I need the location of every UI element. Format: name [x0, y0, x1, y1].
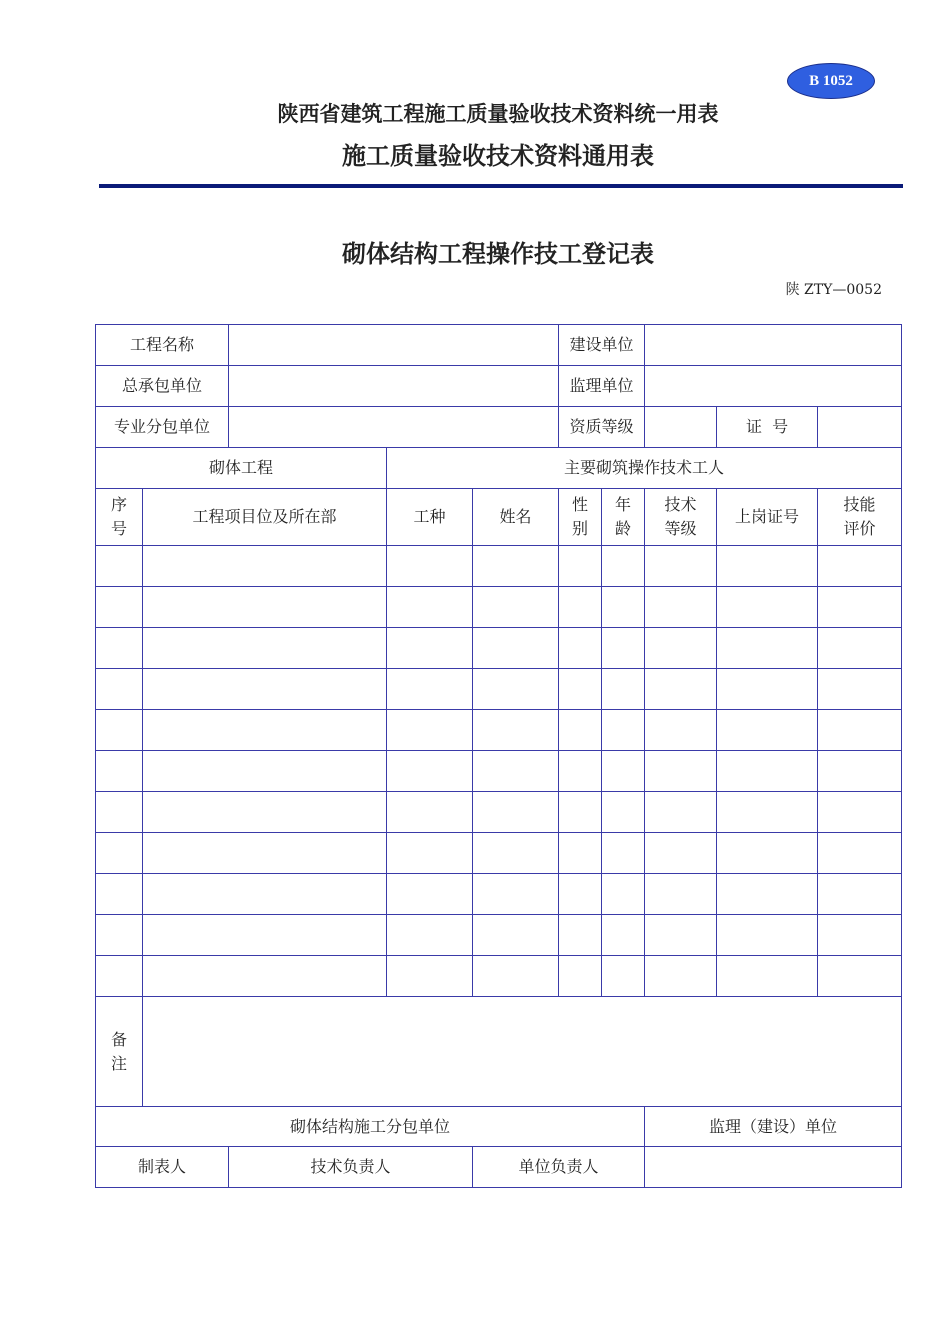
table-cell[interactable]: [473, 669, 559, 710]
footer-row-1: [96, 1107, 902, 1147]
project-name-value[interactable]: [229, 325, 559, 366]
table-cell[interactable]: [818, 587, 902, 628]
table-cell[interactable]: [818, 915, 902, 956]
table-cell[interactable]: [645, 710, 717, 751]
registration-table: [95, 324, 902, 1188]
table-cell[interactable]: [602, 710, 645, 751]
remarks-label: 备 注: [96, 997, 143, 1107]
table-cell[interactable]: [645, 751, 717, 792]
table-cell[interactable]: [717, 669, 818, 710]
table-cell[interactable]: [96, 833, 143, 874]
table-cell[interactable]: [473, 751, 559, 792]
table-cell[interactable]: [473, 587, 559, 628]
table-cell[interactable]: [717, 956, 818, 997]
table-cell[interactable]: [473, 792, 559, 833]
remarks-row: [96, 997, 902, 1107]
table-cell[interactable]: [387, 669, 473, 710]
table-row: [96, 587, 902, 628]
sub-contractor-label: 专业分包单位: [96, 407, 229, 448]
table-cell[interactable]: [602, 751, 645, 792]
table-cell[interactable]: [387, 956, 473, 997]
table-cell[interactable]: [96, 956, 143, 997]
table-row: [96, 628, 902, 669]
table-cell[interactable]: [818, 628, 902, 669]
table-cell[interactable]: [559, 669, 602, 710]
table-cell[interactable]: [96, 710, 143, 751]
table-cell[interactable]: [473, 546, 559, 587]
table-row: [96, 833, 902, 874]
col-age: 年 龄: [602, 489, 645, 546]
workers-section-label: 主要砌筑操作技术工人: [387, 448, 902, 489]
table-cell[interactable]: [387, 792, 473, 833]
info-row-1: [96, 325, 902, 366]
table-cell[interactable]: [96, 546, 143, 587]
unit-lead-label: 单位负责人: [473, 1147, 645, 1188]
table-cell[interactable]: [645, 792, 717, 833]
table-row: [96, 792, 902, 833]
sub-unit-label: 砌体结构施工分包单位: [96, 1107, 645, 1147]
table-cell[interactable]: [645, 628, 717, 669]
table-row: [96, 710, 902, 751]
table-cell[interactable]: [559, 587, 602, 628]
table-cell[interactable]: [143, 792, 387, 833]
table-cell[interactable]: [559, 956, 602, 997]
table-cell[interactable]: [143, 915, 387, 956]
table-cell[interactable]: [602, 874, 645, 915]
table-cell[interactable]: [559, 546, 602, 587]
table-row: [96, 915, 902, 956]
table-cell[interactable]: [96, 915, 143, 956]
table-cell[interactable]: [818, 546, 902, 587]
table-cell[interactable]: [818, 710, 902, 751]
cert-no-label: 证 号: [717, 407, 818, 448]
table-cell[interactable]: [143, 546, 387, 587]
table-cell[interactable]: [96, 874, 143, 915]
table-cell[interactable]: [559, 833, 602, 874]
form-number-badge: B 1052: [787, 63, 875, 99]
table-cell[interactable]: [96, 587, 143, 628]
table-cell[interactable]: [602, 833, 645, 874]
table-cell[interactable]: [143, 833, 387, 874]
sub-contractor-value[interactable]: [229, 407, 559, 448]
table-cell[interactable]: [96, 669, 143, 710]
table-cell[interactable]: [645, 915, 717, 956]
supervisor-value[interactable]: [645, 366, 902, 407]
supervision-unit-label: 监理（建设）单位: [645, 1107, 902, 1147]
remarks-value[interactable]: [143, 997, 902, 1107]
table-cell[interactable]: [602, 915, 645, 956]
table-cell[interactable]: [717, 792, 818, 833]
col-post-cert: 上岗证号: [717, 489, 818, 546]
table-cell[interactable]: [602, 546, 645, 587]
table-cell[interactable]: [645, 956, 717, 997]
table-cell[interactable]: [602, 956, 645, 997]
info-row-2: [96, 366, 902, 407]
table-cell[interactable]: [473, 956, 559, 997]
table-cell[interactable]: [602, 792, 645, 833]
table-cell[interactable]: [717, 710, 818, 751]
table-cell[interactable]: [387, 874, 473, 915]
table-cell[interactable]: [818, 833, 902, 874]
table-cell[interactable]: [717, 833, 818, 874]
table-cell[interactable]: [387, 587, 473, 628]
table-cell[interactable]: [645, 669, 717, 710]
project-name-label: 工程名称: [96, 325, 229, 366]
table-cell[interactable]: [143, 710, 387, 751]
worker-rows: [96, 546, 902, 997]
table-cell[interactable]: [717, 915, 818, 956]
table-cell[interactable]: [717, 546, 818, 587]
table-cell[interactable]: [96, 792, 143, 833]
preparer-label: 制表人: [96, 1147, 229, 1188]
province-title: 陕西省建筑工程施工质量验收技术资料统一用表: [277, 102, 719, 126]
table-cell[interactable]: [717, 751, 818, 792]
header-divider: [99, 184, 903, 188]
table-cell[interactable]: [602, 587, 645, 628]
section-row: [96, 448, 902, 489]
table-cell[interactable]: [559, 710, 602, 751]
table-cell[interactable]: [818, 874, 902, 915]
form-title: 砌体结构工程操作技工登记表: [342, 240, 654, 268]
table-cell[interactable]: [143, 669, 387, 710]
table-cell[interactable]: [717, 628, 818, 669]
table-cell[interactable]: [143, 874, 387, 915]
table-cell[interactable]: [473, 874, 559, 915]
table-cell[interactable]: [559, 792, 602, 833]
table-cell[interactable]: [473, 628, 559, 669]
table-row: [96, 546, 902, 587]
table-cell[interactable]: [473, 833, 559, 874]
builder-value[interactable]: [645, 325, 902, 366]
col-gender: 性 别: [559, 489, 602, 546]
table-cell[interactable]: [387, 915, 473, 956]
table-cell[interactable]: [473, 710, 559, 751]
qualification-value[interactable]: [645, 407, 717, 448]
table-cell[interactable]: [143, 628, 387, 669]
col-seq: 序 号: [96, 489, 143, 546]
supervision-signature-cell[interactable]: [645, 1147, 902, 1188]
info-row-3: [96, 407, 902, 448]
table-cell[interactable]: [143, 956, 387, 997]
table-cell[interactable]: [473, 915, 559, 956]
table-cell[interactable]: [602, 628, 645, 669]
table-row: [96, 669, 902, 710]
table-cell[interactable]: [143, 751, 387, 792]
qualification-label: 资质等级: [559, 407, 645, 448]
general-contractor-value[interactable]: [229, 366, 559, 407]
table-cell[interactable]: [559, 915, 602, 956]
table-cell[interactable]: [96, 628, 143, 669]
cert-no-value[interactable]: [818, 407, 902, 448]
footer-row-2: [96, 1147, 902, 1188]
supervisor-label: 监理单位: [559, 366, 645, 407]
col-evaluation: 技能 评价: [818, 489, 902, 546]
table-cell[interactable]: [645, 587, 717, 628]
tech-lead-label: 技术负责人: [229, 1147, 473, 1188]
column-header-row: [96, 489, 902, 546]
builder-label: 建设单位: [559, 325, 645, 366]
table-cell[interactable]: [818, 956, 902, 997]
table-cell[interactable]: [143, 587, 387, 628]
form-code: 陕 ZTY—0052: [785, 282, 882, 298]
table-cell[interactable]: [559, 628, 602, 669]
table-cell[interactable]: [387, 751, 473, 792]
table-row: [96, 751, 902, 792]
table-cell[interactable]: [818, 669, 902, 710]
table-cell[interactable]: [602, 669, 645, 710]
col-trade: 工种: [387, 489, 473, 546]
table-cell[interactable]: [559, 874, 602, 915]
table-row: [96, 874, 902, 915]
table-cell[interactable]: [387, 546, 473, 587]
col-item: 工程项目位及所在部: [143, 489, 387, 546]
general-form-title: 施工质量验收技术资料通用表: [342, 142, 654, 170]
table-cell[interactable]: [818, 792, 902, 833]
table-cell[interactable]: [645, 874, 717, 915]
table-cell[interactable]: [717, 874, 818, 915]
col-name: 姓名: [473, 489, 559, 546]
table-cell[interactable]: [645, 833, 717, 874]
masonry-section-label: 砌体工程: [96, 448, 387, 489]
table-cell[interactable]: [818, 751, 902, 792]
table-row: [96, 956, 902, 997]
table-cell[interactable]: [96, 751, 143, 792]
table-cell[interactable]: [387, 833, 473, 874]
table-cell[interactable]: [387, 710, 473, 751]
table-cell[interactable]: [645, 546, 717, 587]
table-cell[interactable]: [387, 628, 473, 669]
col-grade: 技术 等级: [645, 489, 717, 546]
table-cell[interactable]: [717, 587, 818, 628]
table-cell[interactable]: [559, 751, 602, 792]
general-contractor-label: 总承包单位: [96, 366, 229, 407]
